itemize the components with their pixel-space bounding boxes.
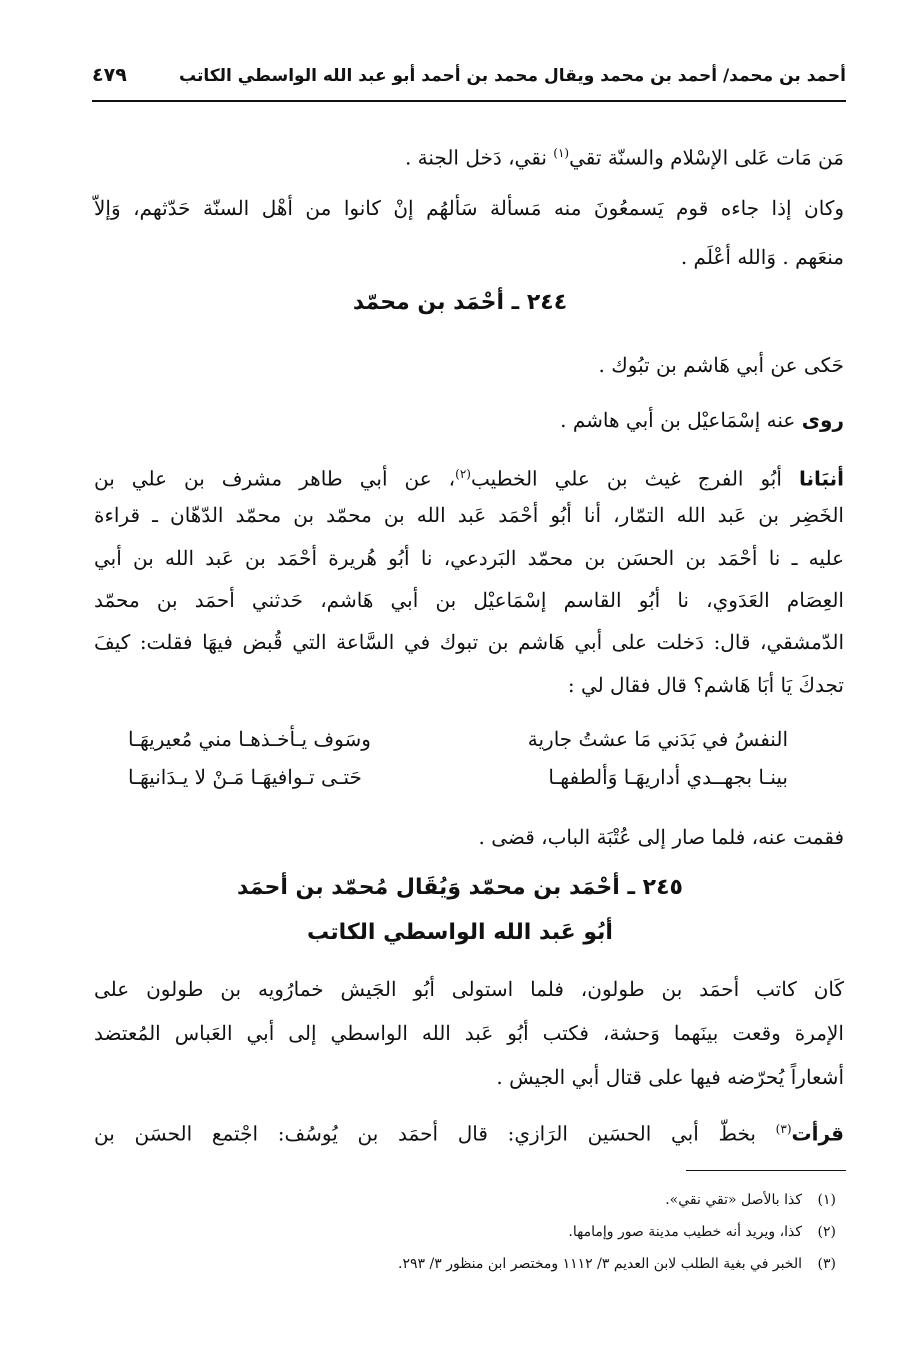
intro-line-3: منعَهم . وَالله أعْلَم . bbox=[680, 245, 844, 269]
entry-245-line-1: كَان كاتب أحمَد بن طولون، فلما استولى أبُو الجَيش خمارُويه بن طولون على bbox=[94, 977, 844, 1001]
intro-text: نقي، دَخل الجنة . bbox=[404, 145, 554, 170]
footnote bbox=[96, 1189, 836, 1211]
entry-245-line-4 bbox=[94, 1114, 844, 1149]
entry-245-title: ٢٤٥ ـ أحْمَد بن محمّد وَيُقَال مُحمّد بن أحمَد bbox=[237, 875, 683, 900]
page-header bbox=[92, 62, 846, 102]
entry-244-title: ٢٤٤ ـ أحْمَد بن محمّد bbox=[352, 290, 568, 315]
footnote bbox=[96, 1253, 836, 1275]
entry-244-line-4: الخَضِر بن عَبد الله التمّار، أنا أبُو أحْمَد عَبد الله بن محمّد بن محمّد الدّهّان ـ قراءة bbox=[94, 503, 844, 527]
entry-244-line-1: حَكى عن أبي هَاشم بن تبُوك . bbox=[598, 353, 844, 377]
entry-245-line-2: الإمرة وقعت بينَهما وَحشة، فكتب أبُو عَبد الله الواسطي إلى أبي العَباس المُعتضد bbox=[94, 1021, 844, 1045]
running-head: أحمد بن محمد/ أحمد بن محمد ويقال محمد بن أحمد أبو عبد الله الواسطي الكاتب bbox=[178, 66, 846, 86]
entry-text: بخطّ أبي الحسَين الرَازي: قال أحمَد بن يُوسُف: اجْتمع الحسَن بن bbox=[94, 1121, 776, 1146]
verse-second-hemistich: وسَوف يـأخـذهـا مني مُعيريهَـا bbox=[128, 727, 371, 751]
footnote bbox=[96, 1221, 836, 1243]
entry-244-line-7: الدّمشقي، قال: دَخلت على أبي هَاشم بن تبوك في السَّاعة التي قُبض فيهَا فقلت: كيفَ bbox=[94, 630, 844, 654]
footnote-text: الخبر في بغية الطلب لابن العديم ٣/ ١١١٢ ومختصر ابن منظور ٣/ ٢٩٣. bbox=[398, 1256, 802, 1272]
footnote-number: (٢) bbox=[817, 1224, 836, 1240]
entry-244-line-3 bbox=[94, 459, 844, 494]
footnote-marker: (٣) bbox=[775, 1122, 792, 1136]
entry-244-closing: فقمت عنه، فلما صار إلى عُتْبَة الباب، قضى . bbox=[478, 825, 844, 849]
intro-text: مَن مَات عَلى الإسْلام والسنّة تقي bbox=[569, 145, 844, 170]
entry-text: أبُو الفرج غيث بن علي الخطيب bbox=[470, 466, 799, 491]
entry-244-line-5: عليه ـ نا أحْمَد بن الحسَن بن محمّد البَردعي، نا أبُو هُريرة أحْمَد بن عَبد الله بن أبي bbox=[94, 546, 844, 570]
entry-text: عنه إسْمَاعيْل بن أبي هاشم . bbox=[560, 408, 802, 432]
verse-first-hemistich: بينـا بجهــدي أداريهَـا وَألطفهـا bbox=[548, 765, 788, 789]
entry-text: ، عن أبي طاهر مشرف بن علي بن bbox=[94, 466, 456, 491]
verse-second-hemistich: حَتـى تـوافيهَـا مَـنْ لا يـدَانيهَـا bbox=[128, 765, 362, 789]
footnote-text: كذا، ويريد أنه خطيب مدينة صور وإمامها. bbox=[568, 1224, 802, 1240]
lead-word: روى bbox=[801, 408, 844, 432]
footnote-marker: (١) bbox=[553, 146, 570, 160]
verse-row bbox=[128, 727, 788, 759]
verse-first-hemistich: النفسُ في بَدَني مَا عشتُ جارية bbox=[527, 727, 788, 751]
footnote-divider bbox=[686, 1170, 846, 1171]
entry-245-line-3: أشعاراً يُحرّضه فيها على قتال أبي الجيش . bbox=[496, 1065, 844, 1089]
lead-word: قرأت bbox=[791, 1121, 844, 1146]
lead-word: أنبَانا bbox=[798, 466, 844, 491]
entry-244-line-8: تجدكَ يَا أبَا هَاشم؟ قال فقال لي : bbox=[567, 673, 844, 697]
footnote-number: (١) bbox=[817, 1192, 836, 1208]
entry-244-line-2 bbox=[94, 405, 844, 435]
entry-245-subtitle: أبُو عَبد الله الواسطي الكاتب bbox=[307, 920, 613, 945]
entry-244-line-6: العِصَام العَدَوي، نا أبُو القاسم إسْمَاعيْل بن أبي هَاشم، حَدثني أحمَد بن محمّد bbox=[94, 588, 844, 612]
verse-row bbox=[128, 765, 788, 797]
footnote-number: (٣) bbox=[817, 1256, 836, 1272]
intro-line-2: وكان إذا جاءه قوم يَسمعُونَ منه مَسألة سَألهُم إنْ كانوا من أهْل السنّة حَدّثهم، وَإلاّ bbox=[94, 196, 844, 220]
page-number: ٤٧٩ bbox=[92, 64, 127, 86]
footnote-text: كذا بالأصل «تقي نقي». bbox=[665, 1192, 802, 1208]
footnote-marker: (٢) bbox=[455, 467, 471, 481]
intro-line-1 bbox=[94, 138, 844, 173]
